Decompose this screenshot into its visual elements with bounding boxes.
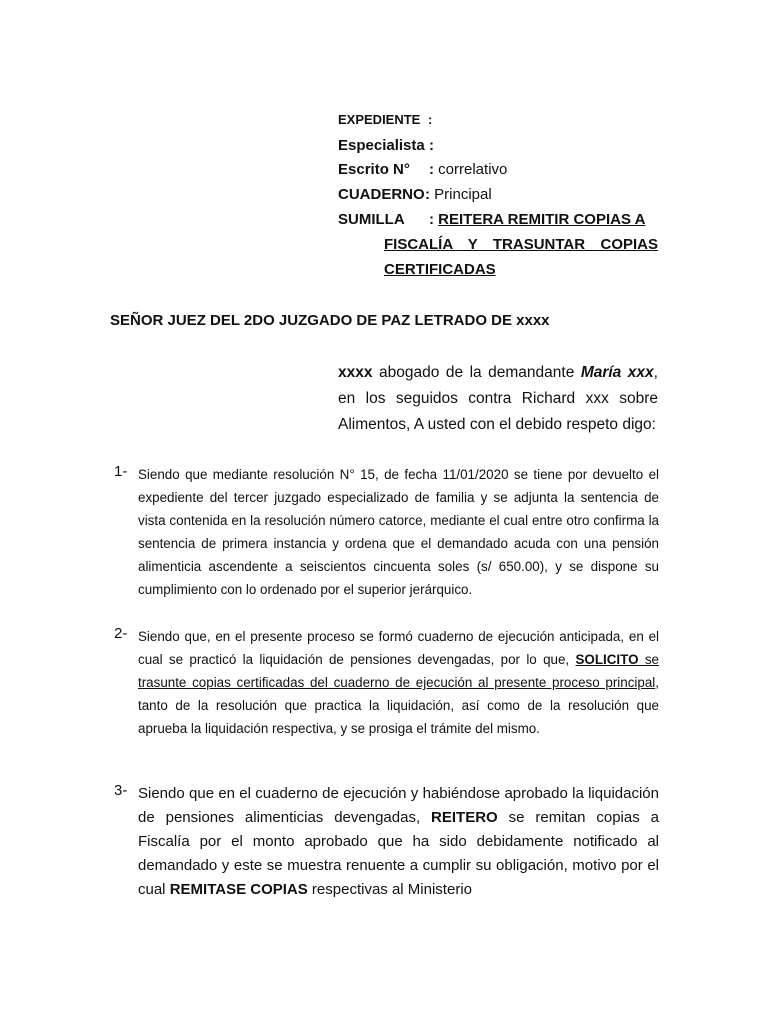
- intro-text-1: abogado de la demandante: [372, 364, 581, 381]
- sumilla-value-line2: FISCALÍA Y TRASUNTAR COPIAS: [384, 236, 658, 253]
- sumilla-value-line3: CERTIFICADAS: [384, 261, 496, 278]
- sumilla-value-line1: REITERA REMITIR COPIAS A: [438, 211, 646, 228]
- remitase-emphasis: REMITASE COPIAS: [169, 881, 308, 898]
- escrito-label: Escrito N°: [338, 161, 410, 178]
- especialista-colon: :: [429, 137, 434, 154]
- escrito-row: [338, 161, 507, 178]
- especialista-row: [338, 137, 434, 154]
- item-text-part: , tanto de la resolución que practica la liquidación, así como de la resolución que aprueba la liquidación respectiva, y se prosiga el trámite del mismo.: [138, 675, 659, 736]
- expediente-label: EXPEDIENTE: [338, 112, 421, 127]
- item-text: [138, 625, 659, 740]
- client-name: María xxx: [580, 364, 654, 381]
- reitero-emphasis: REITERO: [431, 809, 498, 826]
- escrito-colon: :: [429, 161, 434, 178]
- item-text: Siendo que mediante resolución N° 15, de fecha 11/01/2020 se tiene por devuelto el expediente del tercer juzgado especializado de familia y se adjunta la sentencia de vista contenida en la resolución número catorce, mediante el cual entre otro confirma la sentencia de primera instancia y ordena que el demandado acuda con una pensión alimenticia ascendente a seiscientos cincuenta soles (s/ 650.00), y se dispone su cumplimiento con lo ordenado por el superior jerárquico.: [138, 467, 659, 597]
- intro-text-2: , en los seguidos contra Richard xxx sobre Alimentos, A usted con el debido respeto digo:: [338, 364, 658, 433]
- intro-paragraph: [338, 360, 658, 438]
- cuaderno-value: Principal: [434, 186, 492, 203]
- item-number: 2-: [114, 625, 128, 642]
- item-text-part: Siendo que, en el presente proceso se formó cuaderno de ejecución anticipada, en el cual se practicó la liquidación de pensiones devengadas, por lo que,: [138, 629, 659, 667]
- item-text: [138, 782, 659, 902]
- item-text-part: se remitan copias a Fiscalía por el monto aprobado que ha sido debidamente notificado al demandado y este se muestra renuente a cumplir su obligación, motivo por el cual: [138, 809, 659, 898]
- sumilla-label: SUMILLA: [338, 211, 405, 228]
- especialista-label: Especialista: [338, 137, 425, 154]
- sumilla-row: [338, 211, 645, 228]
- expediente-colon: :: [428, 112, 433, 127]
- item-number: 3-: [114, 782, 128, 799]
- cuaderno-label: CUADERNO: [338, 186, 425, 203]
- solicito-emphasis: SOLICITO: [575, 652, 639, 667]
- addressee-line: SEÑOR JUEZ DEL 2DO JUZGADO DE PAZ LETRADO DE xxxx: [110, 312, 550, 329]
- cuaderno-colon: :: [425, 186, 430, 203]
- expediente-row: [338, 112, 432, 127]
- sumilla-colon: :: [429, 211, 434, 228]
- cuaderno-row: [338, 186, 492, 203]
- item-text-part: Siendo que en el cuaderno de ejecución y habiéndose aprobado la liquidación de pensiones alimenticias devengadas,: [138, 785, 659, 826]
- item-number: 1-: [114, 463, 128, 480]
- item-text-part: respectivas al Ministerio: [307, 881, 472, 898]
- lawyer-name: xxxx: [338, 364, 373, 381]
- underlined-request: se trasunte copias certificadas del cuaderno de ejecución al presente proceso principal: [138, 652, 659, 690]
- escrito-value: correlativo: [438, 161, 508, 178]
